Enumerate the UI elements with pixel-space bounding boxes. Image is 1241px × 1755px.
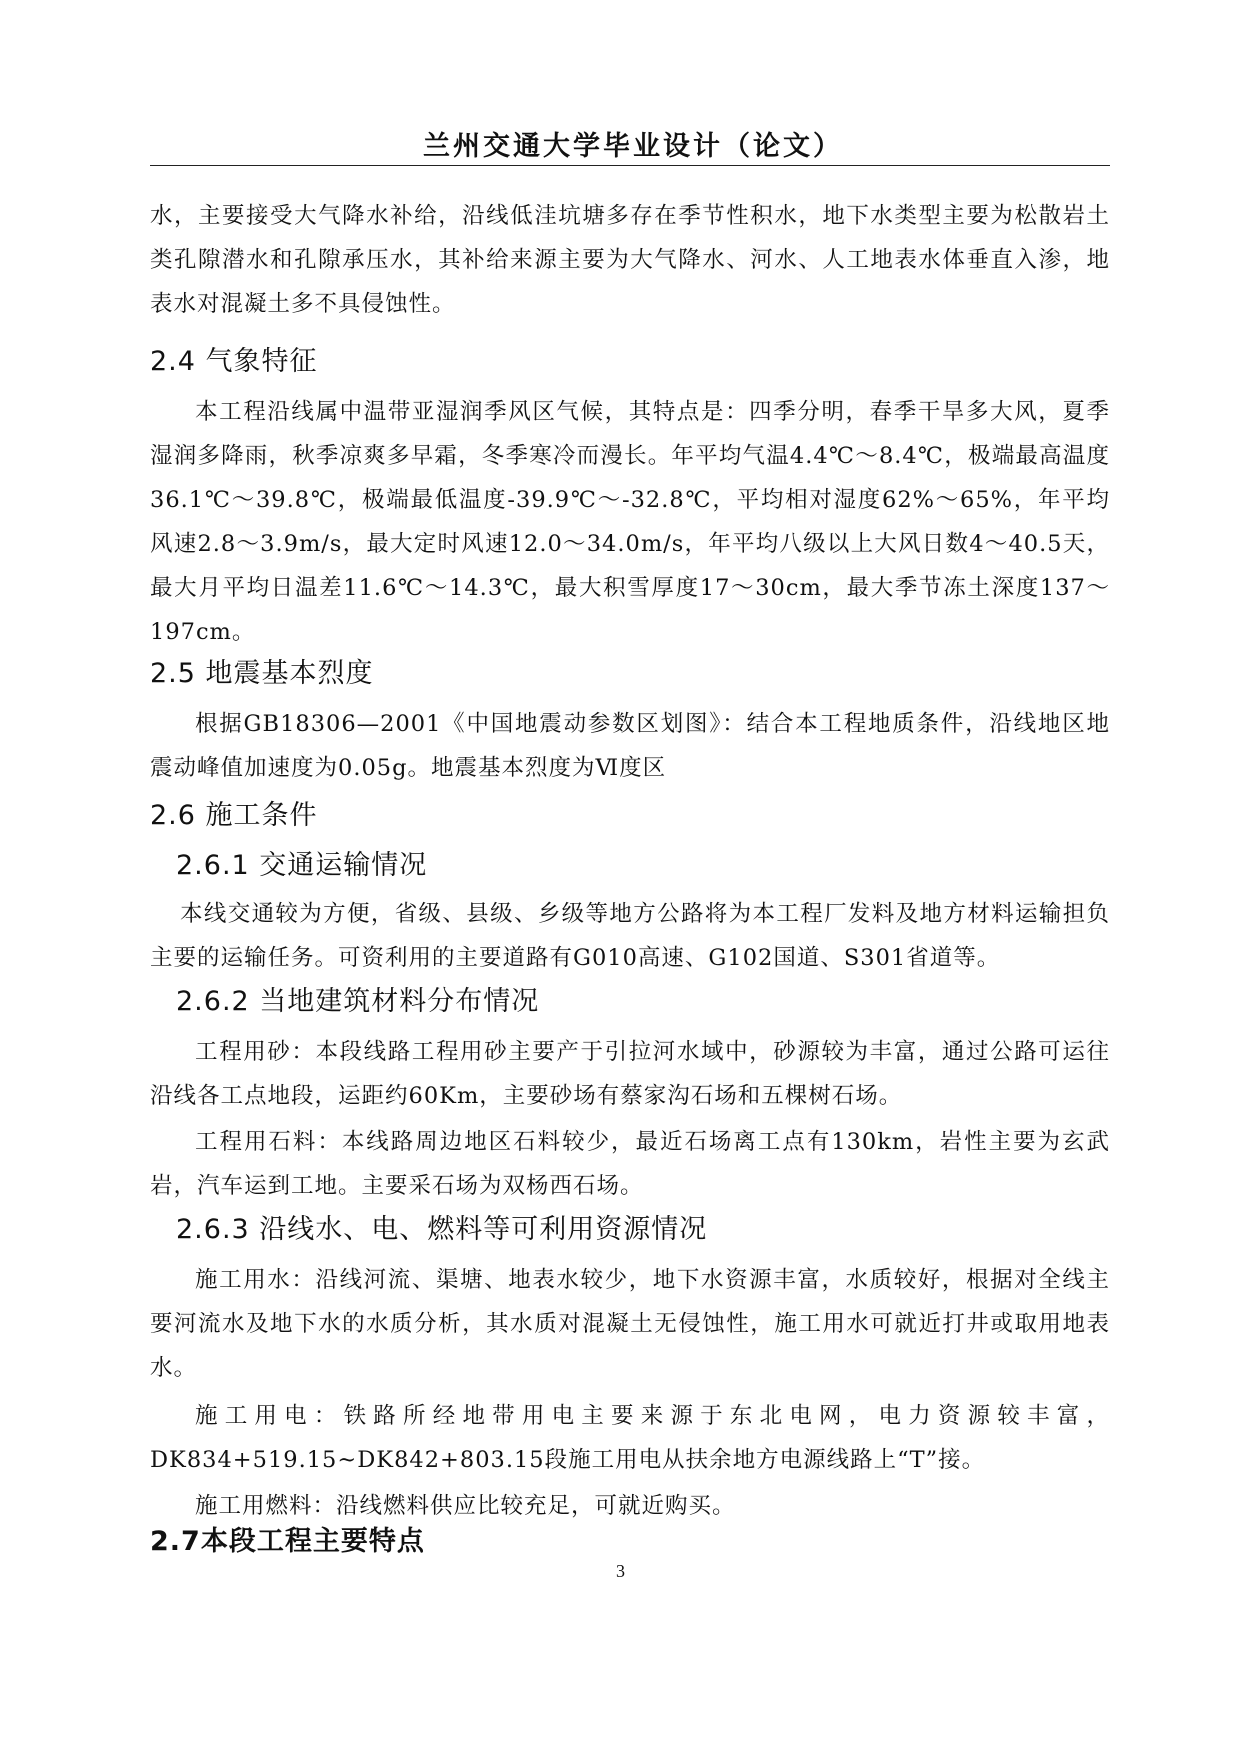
heading-2-6-1: 2.6.1 交通运输情况	[176, 850, 428, 881]
heading-2-6-3: 2.6.3 沿线水、电、燃料等可利用资源情况	[176, 1214, 708, 1245]
paragraph-transport: 本线交通较为方便，省级、县级、乡级等地方公路将为本工程厂发料及地方材料运输担负主要的运输任务。可资利用的主要道路有G010高速、G102国道、S301省道等。	[150, 901, 1110, 971]
paragraph-water: 施工用水：沿线河流、渠塘、地表水较少，地下水资源丰富，水质较好，根据对全线主要河流水及地下水的水质分析，其水质对混凝土无侵蚀性，施工用水可就近打井或取用地表水。	[150, 1267, 1110, 1381]
paragraph-climate: 本工程沿线属中温带亚湿润季风区气候，其特点是：四季分明，春季干旱多大风，夏季湿润多降雨，秋季凉爽多早霜，冬季寒冷而漫长。年平均气温4.4℃～8.4℃，极端最高温度36.1℃～39.8℃，极端最低温度-39.9℃～-32.8℃，平均相对湿度62%～65%，年平均风速2.8～3.9m/s，最大定时风速12.0～34.0m/s，年平均八级以上大风日数4～40.5天，最大月平均日温差11.6℃～14.3℃，最大积雪厚度17～30cm，最大季节冻土深度137～197cm。	[150, 399, 1110, 645]
heading-2-7: 2.7本段工程主要特点	[150, 1526, 425, 1557]
paragraph-groundwater: 水，主要接受大气降水补给，沿线低洼坑塘多存在季节性积水，地下水类型主要为松散岩土类孔隙潜水和孔隙承压水，其补给来源主要为大气降水、河水、人工地表水体垂直入渗，地表水对混凝土多不具侵蚀性。	[150, 203, 1110, 317]
paragraph-seismic: 根据GB18306—2001《中国地震动参数区划图》：结合本工程地质条件，沿线地区地震动峰值加速度为0.05g。地震基本烈度为Ⅵ度区	[150, 711, 1110, 781]
paragraph-stone: 工程用石料：本线路周边地区石料较少，最近石场离工点有130km，岩性主要为玄武岩，汽车运到工地。主要采石场为双杨西石场。	[150, 1129, 1110, 1199]
heading-2-6: 2.6 施工条件	[150, 800, 318, 831]
page-header-title: 兰州交通大学毕业设计（论文）	[423, 131, 843, 162]
paragraph-fuel: 施工用燃料：沿线燃料供应比较充足，可就近购买。	[195, 1493, 736, 1519]
heading-2-4: 2.4 气象特征	[150, 346, 318, 377]
heading-2-6-2: 2.6.2 当地建筑材料分布情况	[176, 986, 540, 1017]
header-rule	[150, 165, 1110, 166]
heading-2-5: 2.5 地震基本烈度	[150, 658, 374, 689]
page-number: 3	[616, 1561, 625, 1581]
paragraph-electricity: 施工用电：铁路所经地带用电主要来源于东北电网，电力资源较丰富，DK834+519.15~DK842+803.15段施工用电从扶余地方电源线路上“T”接。	[150, 1403, 1110, 1473]
paragraph-sand: 工程用砂：本段线路工程用砂主要产于引拉河水域中，砂源较为丰富，通过公路可运往沿线各工点地段，运距约60Km，主要砂场有蔡家沟石场和五棵树石场。	[150, 1039, 1110, 1109]
